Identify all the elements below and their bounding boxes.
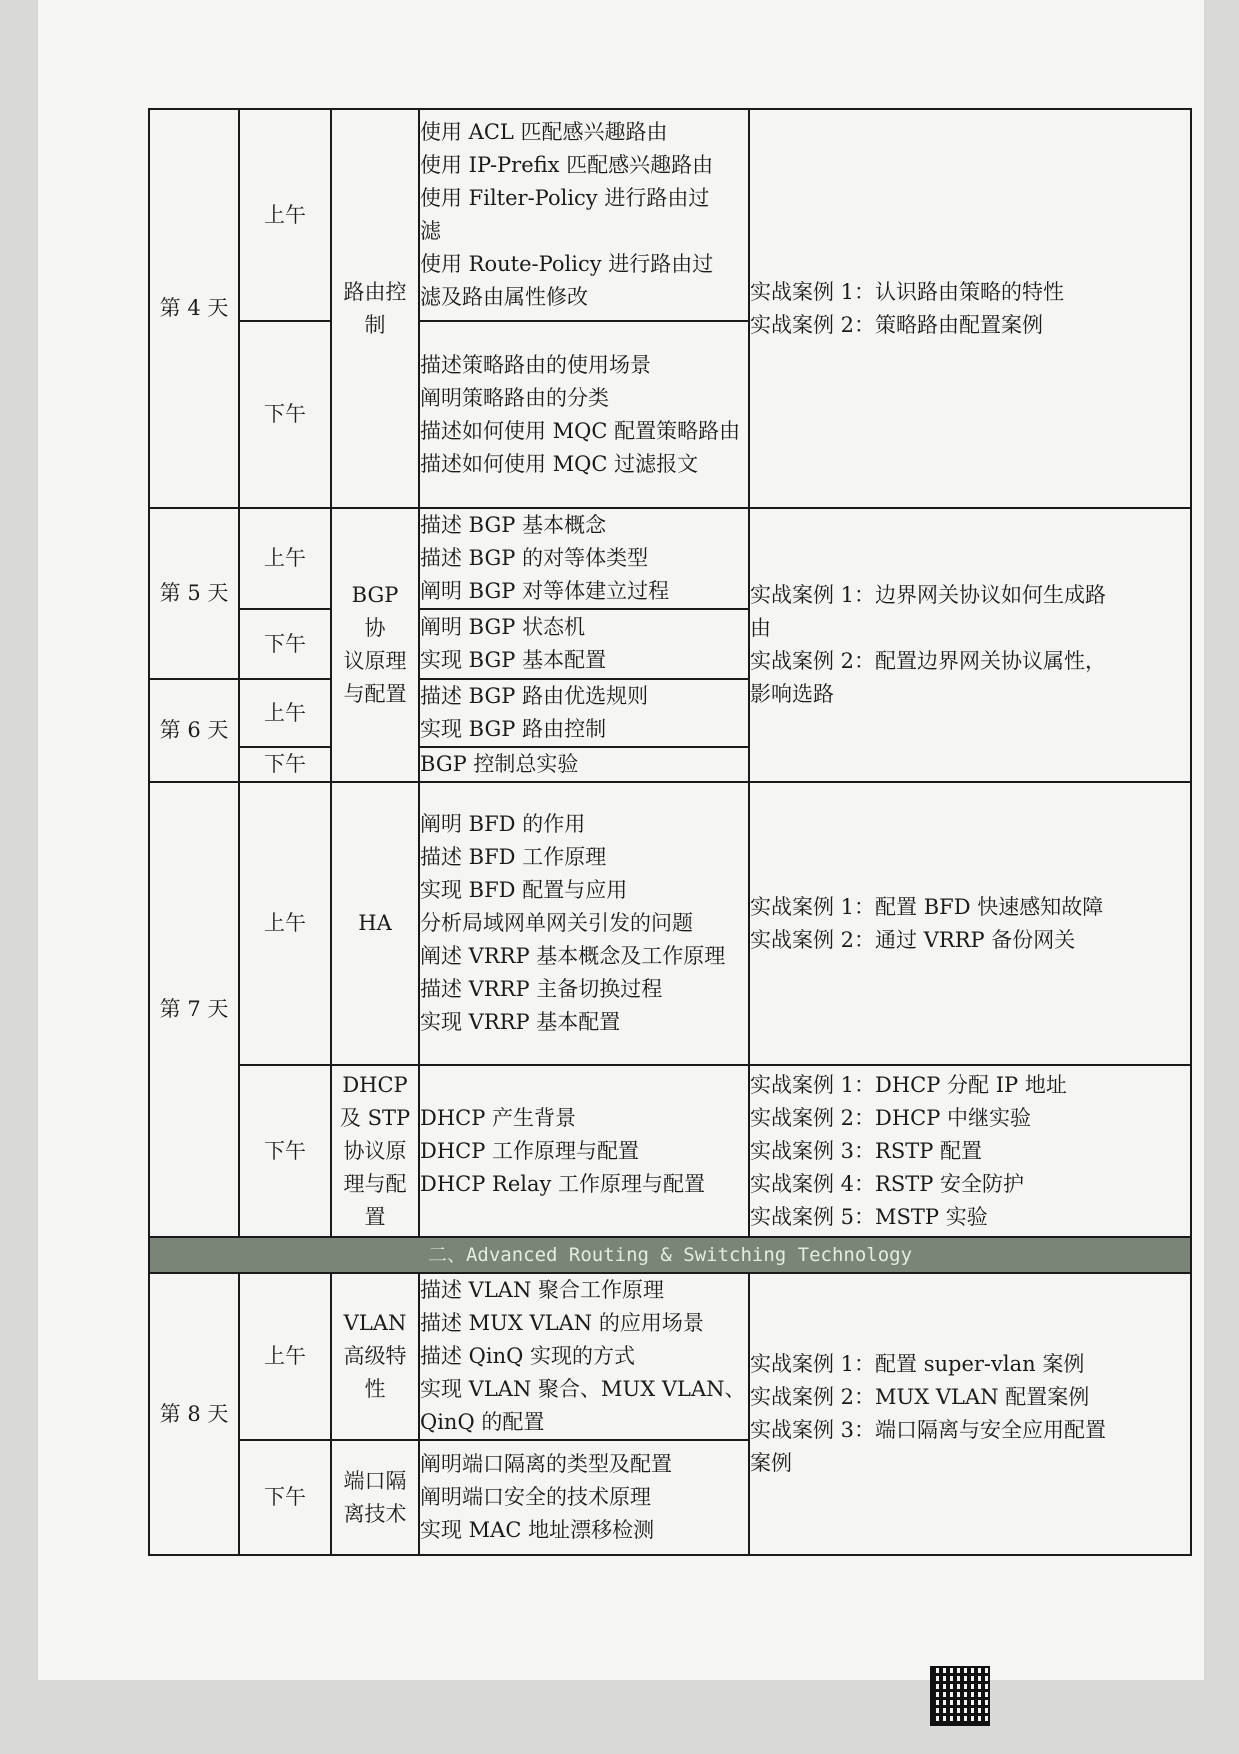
case-line: 实战案例 1：DHCP 分配 IP 地址 (750, 1072, 1067, 1097)
topic-line: 及 STP (339, 1105, 411, 1130)
content-line: 使用 ACL 匹配感兴趣路由 (420, 120, 668, 144)
content-cell (419, 1273, 749, 1440)
topic-cell (331, 1273, 419, 1440)
topic-line: 路由控 (343, 279, 407, 304)
period-cell: 下午 (239, 1440, 331, 1555)
content-line: 阐明 BGP 对等体建立过程 (420, 579, 670, 603)
table-row (149, 1065, 1191, 1237)
case-line: 实战案例 1：边界网关协议如何生成路 (750, 583, 1107, 607)
content-line: 阐明策略路由的分类 (420, 385, 609, 410)
topic-line: VLAN (343, 1311, 407, 1335)
content-line: 滤 (420, 219, 441, 243)
case-line: 实战案例 3：RSTP 配置 (750, 1138, 983, 1163)
case-line: 实战案例 2：通过 VRRP 备份网关 (750, 927, 1076, 952)
content-cell (419, 508, 749, 609)
case-line: 实战案例 2：配置边界网关协议属性， (750, 649, 1107, 673)
content-line: 描述 VRRP 主备切换过程 (420, 977, 663, 1001)
day-cell: 第 6 天 (149, 679, 239, 782)
cases-cell (749, 109, 1191, 508)
content-cell (419, 782, 749, 1065)
case-line: 由 (750, 616, 771, 640)
content-line: 使用 Route-Policy 进行路由过 (420, 252, 714, 276)
day-cell: 第 7 天 (149, 782, 239, 1237)
content-line: 描述 MUX VLAN 的应用场景 (420, 1311, 704, 1335)
topic-line: 理与配 (343, 1171, 407, 1196)
content-line: 使用 Filter-Policy 进行路由过 (420, 186, 710, 210)
content-cell (419, 679, 749, 747)
day-cell: 第 5 天 (149, 508, 239, 679)
table-row (149, 109, 1191, 321)
topic-line: DHCP (342, 1072, 408, 1097)
content-line: 实现 BGP 基本配置 (420, 648, 607, 672)
day-cell: 第 4 天 (149, 109, 239, 508)
course-schedule-table (148, 108, 1192, 1556)
qr-code (930, 1666, 990, 1726)
content-line: QinQ 的配置 (420, 1410, 545, 1434)
table-row (149, 508, 1191, 609)
case-line: 实战案例 1：配置 BFD 快速感知故障 (750, 894, 1104, 919)
topic-cell (331, 1065, 419, 1237)
content-line: 阐明 BFD 的作用 (420, 812, 586, 836)
content-line: 实现 VLAN 聚合、MUX VLAN、 (420, 1377, 746, 1401)
topic-line: BGP 协 (351, 583, 399, 640)
content-cell (419, 321, 749, 508)
table-row (149, 1273, 1191, 1440)
content-line: 描述 BFD 工作原理 (420, 845, 607, 869)
content-cell (419, 609, 749, 679)
period-cell: 下午 (239, 1065, 331, 1237)
content-line: DHCP 工作原理与配置 (420, 1138, 640, 1163)
content-line: 使用 IP-Prefix 匹配感兴趣路由 (420, 153, 714, 177)
topic-line: 制 (364, 312, 386, 337)
content-line: 实现 BGP 路由控制 (420, 717, 607, 741)
content-line: 描述如何使用 MQC 配置策略路由 (420, 418, 741, 443)
topic-line: 离技术 (343, 1501, 407, 1526)
cases-cell (749, 1273, 1191, 1555)
section-title: 二、Advanced Routing & Switching Technology (149, 1237, 1191, 1273)
content-cell (419, 109, 749, 321)
content-cell (419, 747, 749, 782)
content-line: DHCP 产生背景 (420, 1105, 577, 1130)
content-line: 描述 BGP 的对等体类型 (420, 546, 649, 570)
case-line: 实战案例 1：认识路由策略的特性 (750, 279, 1065, 304)
content-line: 描述 VLAN 聚合工作原理 (420, 1278, 665, 1302)
content-cell (419, 1065, 749, 1237)
content-line: 描述如何使用 MQC 过滤报文 (420, 451, 699, 476)
period-cell: 上午 (239, 1273, 331, 1440)
case-line: 实战案例 2：DHCP 中继实验 (750, 1105, 1032, 1130)
content-line: 实现 MAC 地址漂移检测 (420, 1518, 655, 1542)
content-line: 实现 BFD 配置与应用 (420, 878, 628, 902)
period-cell: 上午 (239, 782, 331, 1065)
case-line: 实战案例 2：MUX VLAN 配置案例 (750, 1385, 1090, 1409)
topic-line: 置 (364, 1204, 386, 1229)
case-line: 实战案例 2：策略路由配置案例 (750, 312, 1044, 337)
content-line: 描述策略路由的使用场景 (420, 352, 651, 377)
cases-cell (749, 782, 1191, 1065)
cases-cell (749, 1065, 1191, 1237)
case-line: 实战案例 3：端口隔离与安全应用配置 (750, 1418, 1107, 1442)
topic-line: 议原理 (343, 649, 407, 673)
content-line: 描述 BGP 基本概念 (420, 513, 607, 537)
topic-line: 高级特 (343, 1344, 407, 1368)
content-line: 阐明端口隔离的类型及配置 (420, 1452, 672, 1476)
topic-cell (331, 1440, 419, 1555)
period-cell: 下午 (239, 321, 331, 508)
case-line: 实战案例 1：配置 super-vlan 案例 (750, 1352, 1085, 1376)
content-cell (419, 1440, 749, 1555)
case-line: 影响选路 (750, 682, 834, 706)
cases-cell (749, 508, 1191, 782)
topic-line: 与配置 (343, 682, 407, 706)
period-cell: 下午 (239, 747, 331, 782)
topic-line: 性 (364, 1377, 386, 1401)
topic-line: 协议原 (343, 1138, 407, 1163)
content-line: DHCP Relay 工作原理与配置 (420, 1171, 706, 1196)
topic-cell: HA (331, 782, 419, 1065)
content-line: 描述 QinQ 实现的方式 (420, 1344, 636, 1368)
period-cell: 上午 (239, 109, 331, 321)
content-line: 阐明端口安全的技术原理 (420, 1485, 651, 1509)
content-line: 阐述 VRRP 基本概念及工作原理 (420, 944, 726, 968)
period-cell: 下午 (239, 609, 331, 679)
period-cell: 上午 (239, 679, 331, 747)
content-line: 滤及路由属性修改 (420, 285, 588, 309)
content-line: 实现 VRRP 基本配置 (420, 1010, 621, 1034)
content-line: 分析局域网单网关引发的问题 (420, 911, 693, 935)
content-line: 阐明 BGP 状态机 (420, 615, 586, 639)
topic-cell (331, 109, 419, 508)
topic-line: 端口隔 (343, 1468, 407, 1493)
section-banner-row (149, 1237, 1191, 1273)
day-cell: 第 8 天 (149, 1273, 239, 1555)
content-line: 描述 BGP 路由优选规则 (420, 684, 649, 708)
content-line: BGP 控制总实验 (420, 752, 579, 776)
period-cell: 上午 (239, 508, 331, 609)
case-line: 实战案例 4：RSTP 安全防护 (750, 1171, 1025, 1196)
topic-cell (331, 508, 419, 782)
table-row (149, 782, 1191, 1065)
case-line: 实战案例 5：MSTP 实验 (750, 1204, 988, 1229)
case-line: 案例 (750, 1451, 792, 1475)
